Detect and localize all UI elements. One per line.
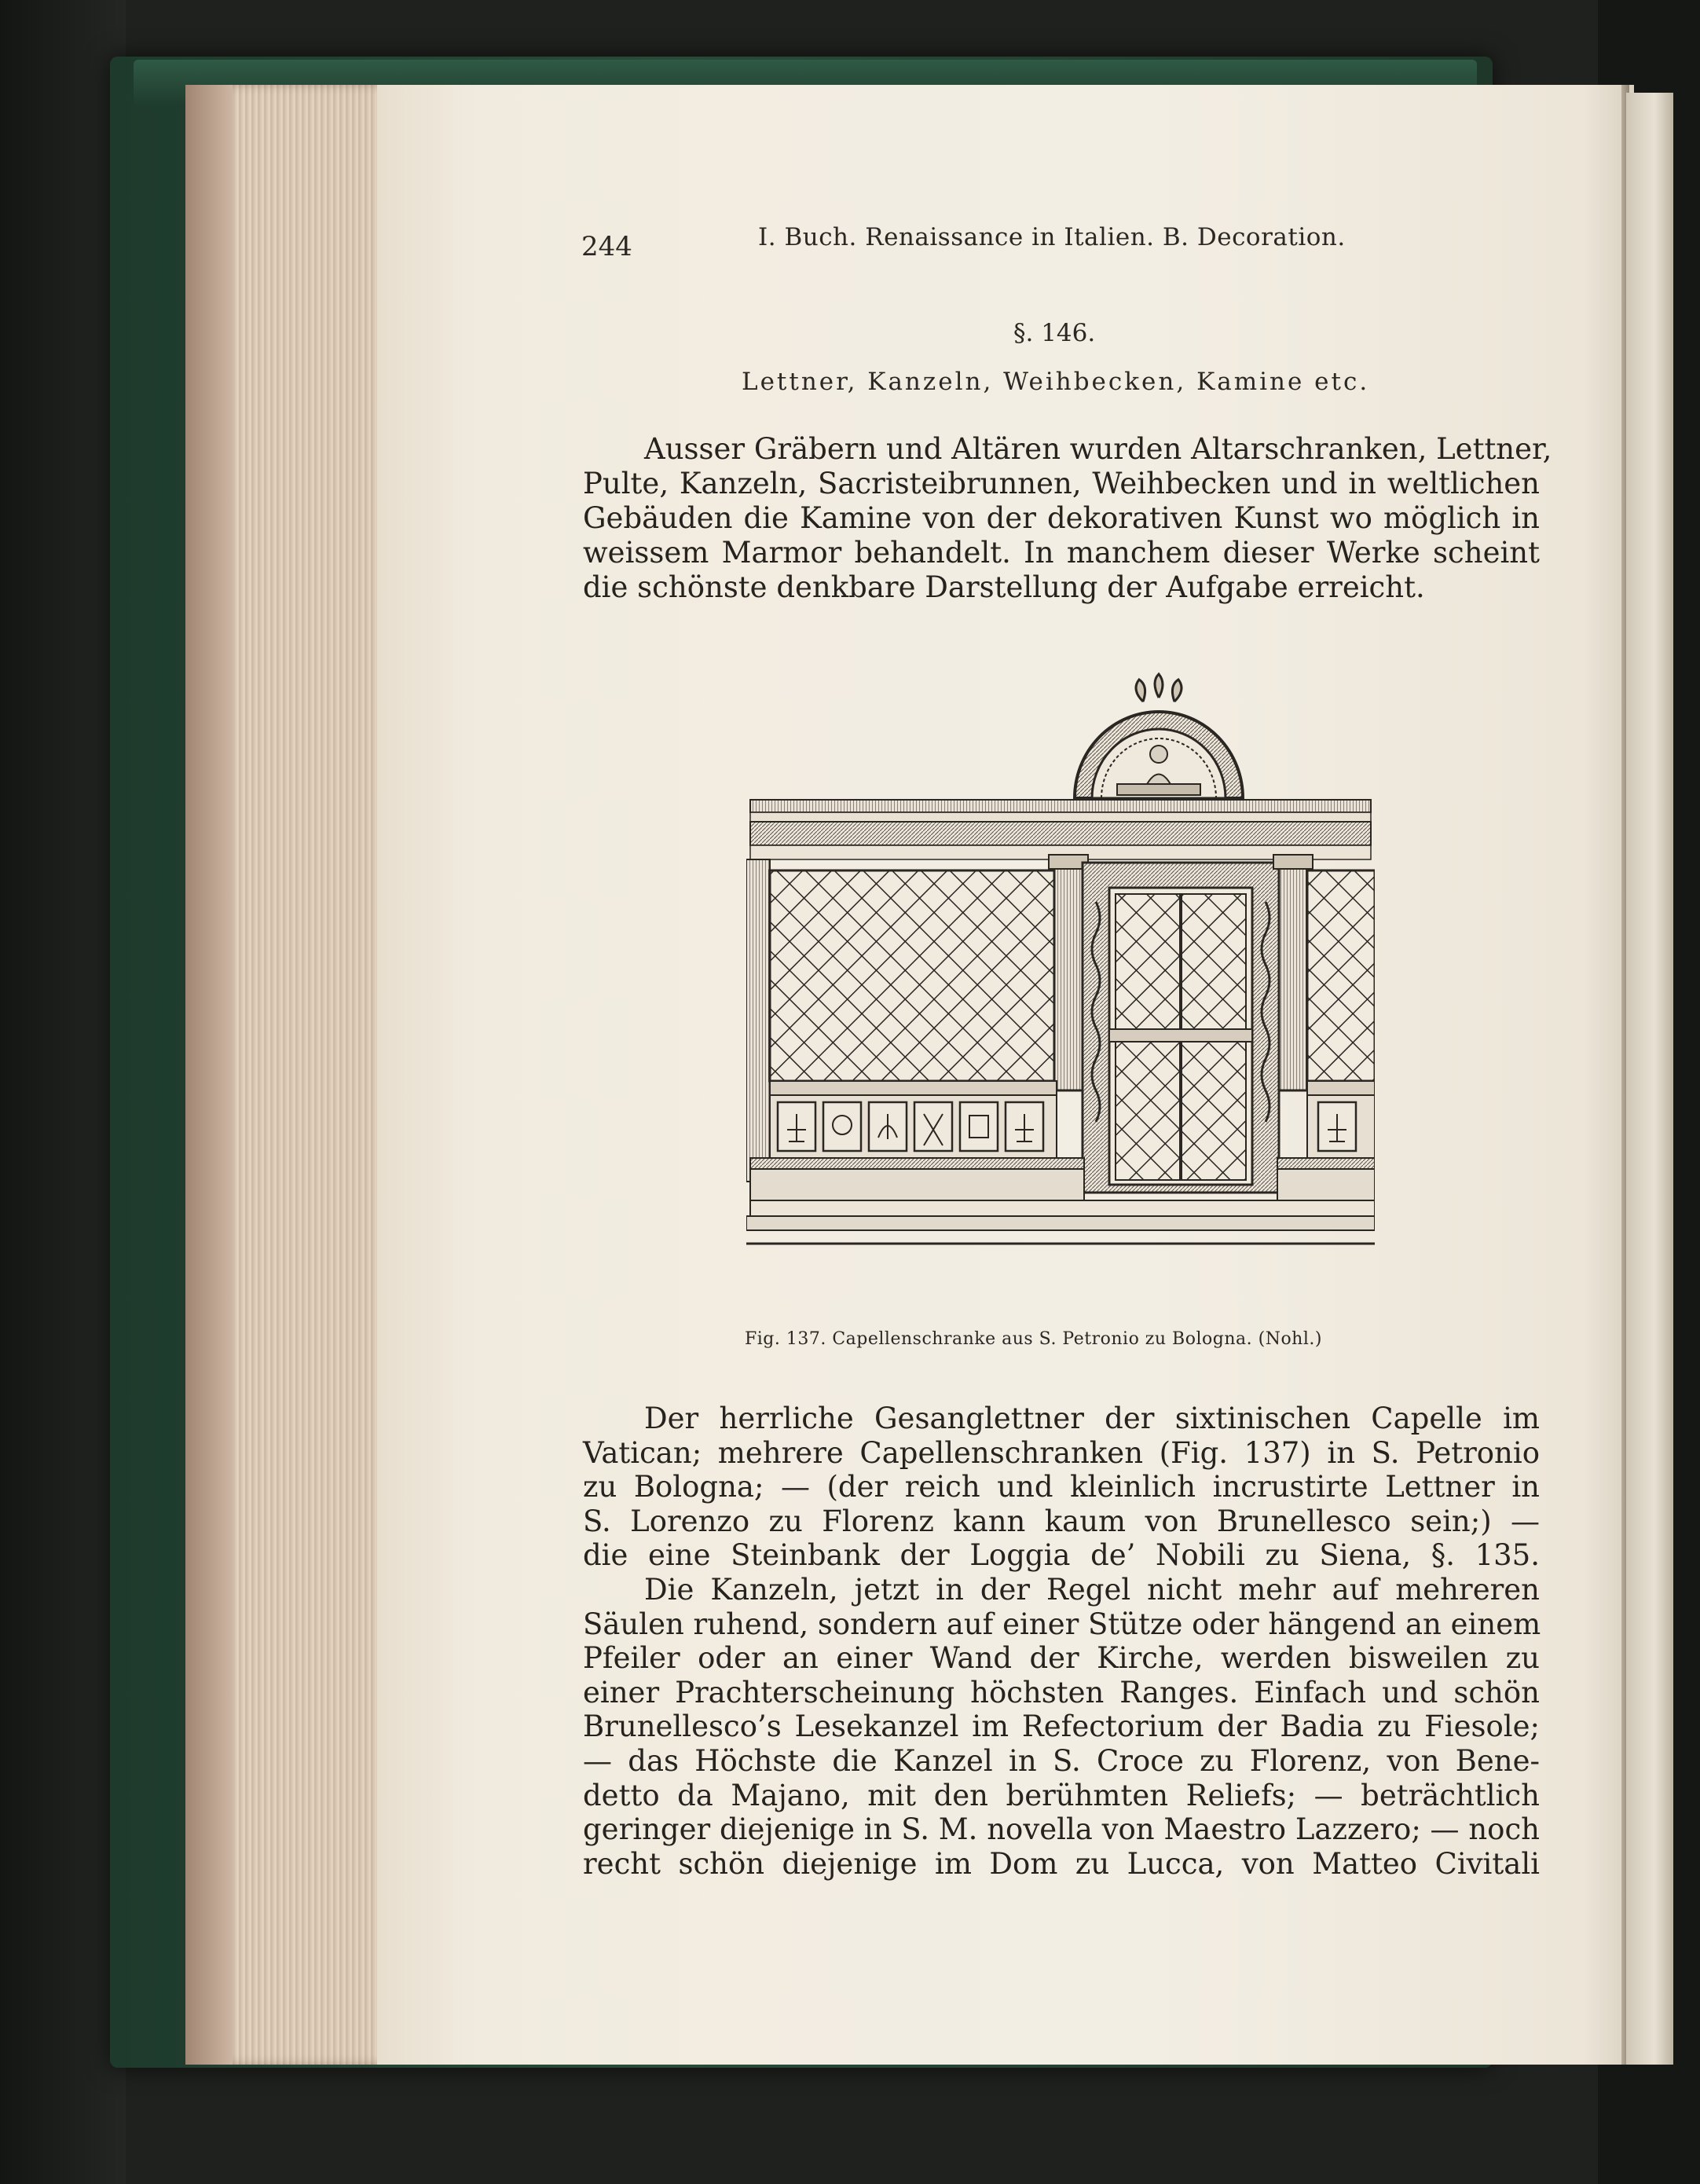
- text-line: die schönste denkbare Darstellung der Aufgabe erreicht.: [583, 570, 1425, 604]
- text-line: recht schön diejenige im Dom zu Lucca, von Matteo Civitali: [583, 1846, 1540, 1881]
- text-line: Der herrliche Gesanglettner der sixtinischen Capelle im: [644, 1402, 1540, 1435]
- text-line: Ausser Gräbern und Altären wurden Altarschranken, Lettner,: [644, 432, 1552, 466]
- text-line: Pulte, Kanzeln, Sacristeibrunnen, Weihbecken und in weltlichen: [583, 467, 1540, 500]
- text-line: einer Prachterscheinung höchsten Ranges. Einfach und schön: [583, 1675, 1540, 1709]
- page-number: 244: [581, 231, 632, 262]
- running-head-title: I. Buch. Renaissance in Italien. B. Decoration.: [758, 223, 1346, 251]
- text-line: detto da Majano, mit den berühmten Reliefs; — beträchtlich: [583, 1778, 1540, 1812]
- figure-caption: Fig. 137. Capellenschranke aus S. Petronio zu Bologna. (Nohl.): [745, 1329, 1322, 1349]
- text-line: Vatican; mehrere Capellenschranken (Fig. 137) in S. Petronio: [583, 1435, 1540, 1470]
- dark-background-left: [0, 0, 126, 2184]
- section-title: Lettner, Kanzeln, Weihbecken, Kamine etc.: [742, 368, 1370, 396]
- text-line: weissem Marmor behandelt. In manchem dieser Werke scheint: [583, 536, 1540, 570]
- section-number: §. 146.: [1013, 319, 1096, 347]
- text-line: geringer diejenige in S. M. novella von Maestro Lazzero; — noch: [583, 1812, 1540, 1847]
- text-line: — das Höchste die Kanzel in S. Croce zu Florenz, von Bene-: [583, 1743, 1540, 1778]
- text-line: S. Lorenzo zu Florenz kann kaum von Brunellesco sein;) —: [583, 1504, 1540, 1538]
- text-line: Gebäuden die Kamine von der dekorativen Kunst wo möglich in: [583, 501, 1540, 535]
- text-line: zu Bologna; — (der reich und kleinlich incrustirte Lettner in: [583, 1470, 1540, 1504]
- figure-capellenschranke-engraving: [746, 666, 1375, 1271]
- body-paragraph: [583, 1402, 1540, 1881]
- text-line: Die Kanzeln, jetzt in der Regel nicht mehr auf mehreren: [644, 1572, 1540, 1607]
- text-line: Pfeiler oder an einer Wand der Kirche, werden bisweilen zu: [583, 1641, 1540, 1676]
- page-stack-shadow: [185, 85, 233, 2065]
- text-line: Säulen ruhend, sondern auf einer Stütze oder hängend an einem: [583, 1607, 1541, 1641]
- facing-page-edge: [1626, 93, 1673, 2065]
- text-line: die eine Steinbank der Loggia de’ Nobili zu Siena, §. 135.: [583, 1538, 1540, 1573]
- text-line: Brunellesco’s Lesekanzel im Refectorium der Badia zu Fiesole;: [583, 1709, 1540, 1744]
- running-head: [581, 220, 1367, 262]
- intro-paragraph: [583, 432, 1552, 605]
